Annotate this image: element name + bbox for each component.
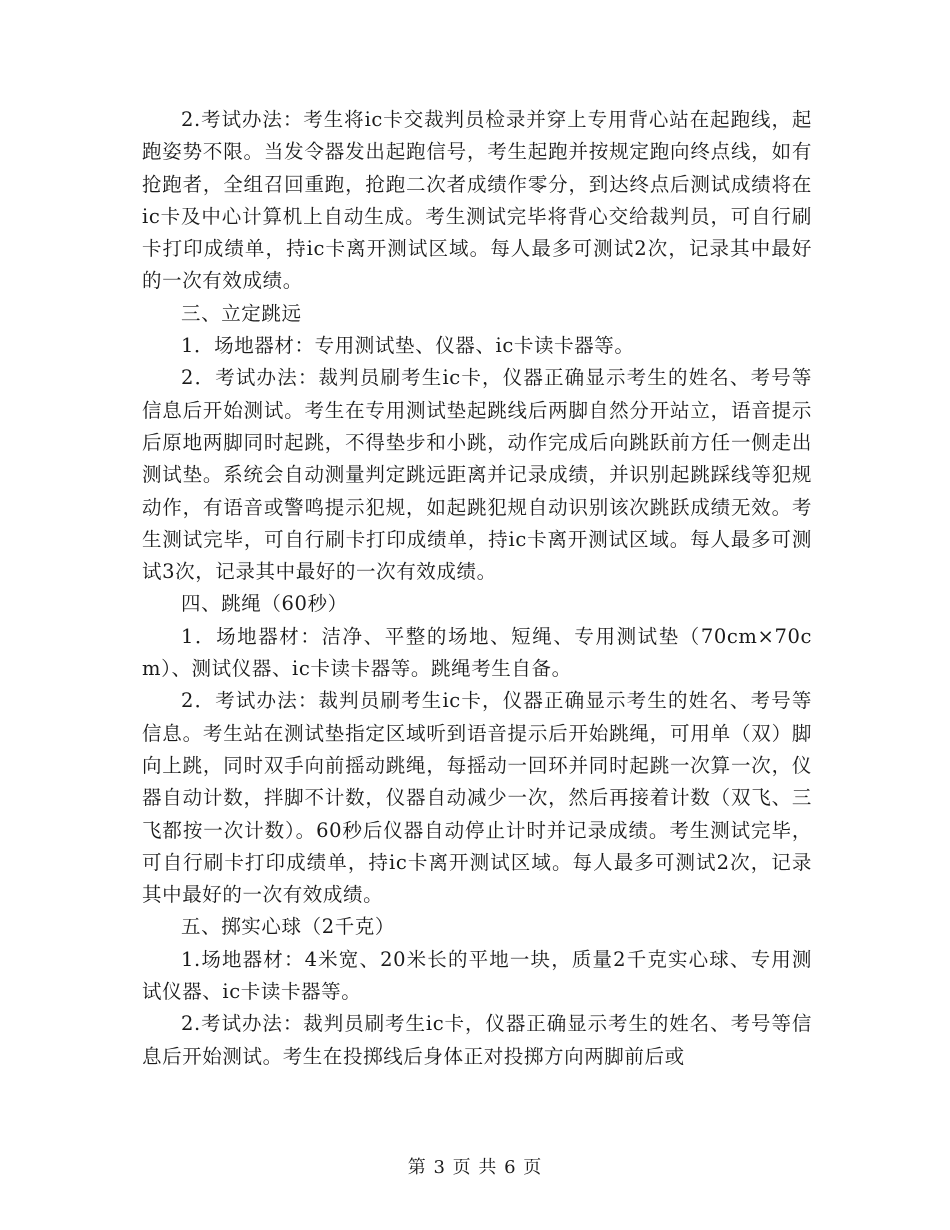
heading-rope-skipping: 四、跳绳（60秒） bbox=[181, 592, 348, 616]
page-number-footer: 第 3 页 共 6 页 bbox=[407, 1157, 543, 1178]
paragraph-medicine-ball-equipment: 1.场地器材：4米宽、20米长的平地一块，质量2千克实心球、专用测试仪器、ic卡读卡器等。 bbox=[142, 947, 812, 1004]
document-body bbox=[142, 104, 812, 1073]
paragraph-rope-skipping-equipment: 1．场地器材：洁净、平整的场地、短绳、专用测试垫（70cm×70cm）、测试仪器、ic卡读卡器等。跳绳考生自备。 bbox=[142, 624, 812, 681]
paragraph-rope-skipping-exam-method: 2．考试办法：裁判员刷考生ic卡，仪器正确显示考生的姓名、考号等信息。考生站在测试垫指定区域听到语音提示后开始跳绳，可用单（双）脚向上跳，同时双手向前摇动跳绳，每摇动一回环并同时起跳一次算一次，仪器自动计数，拌脚不计数，仪器自动减少一次，然后再接着计数（双飞、三飞都按一次计数）。60秒后仪器自动停止计时并记录成绩。考生测试完毕，可自行刷卡打印成绩单，持ic卡离开测试区域。每人最多可测试2次，记录其中最好的一次有效成绩。 bbox=[142, 689, 812, 907]
paragraph-medicine-ball-exam-method: 2.考试办法：裁判员刷考生ic卡，仪器正确显示考生的姓名、考号等信息后开始测试。考生在投掷线后身体正对投掷方向两脚前后或 bbox=[142, 1012, 812, 1068]
paragraph-long-jump-exam-method: 2．考试办法：裁判员刷考生ic卡，仪器正确显示考生的姓名、考号等信息后开始测试。考生在专用测试垫起跳线后两脚自然分开站立，语音提示后原地两脚同时起跳，不得垫步和小跳，动作完成后向跳跃前方任一侧走出测试垫。系统会自动测量判定跳远距离并记录成绩，并识别起跳踩线等犯规动作，有语音或警鸣提示犯规，如起跳犯规自动识别该次跳跃成绩无效。考生测试完毕，可自行刷卡打印成绩单，持ic卡离开测试区域。每人最多可测试3次，记录其中最好的一次有效成绩。 bbox=[142, 366, 812, 584]
paragraph-long-jump-equipment: 1．场地器材：专用测试垫、仪器、ic卡读卡器等。 bbox=[181, 334, 635, 358]
heading-standing-long-jump: 三、立定跳远 bbox=[181, 301, 302, 325]
heading-medicine-ball-throw: 五、掷实心球（2千克） bbox=[181, 915, 396, 939]
paragraph-100m-exam-method: 2.考试办法：考生将ic卡交裁判员检录并穿上专用背心站在起跑线，起跑姿势不限。当发令器发出起跑信号，考生起跑并按规定跑向终点线，如有抢跑者，全组召回重跑，抢跑二次者成绩作零分，到达终点后测试成绩将在ic卡及中心计算机上自动生成。考生测试完毕将背心交给裁判员，可自行刷卡打印成绩单，持ic卡离开测试区域。每人最多可测试2次，记录其中最好的一次有效成绩。 bbox=[142, 108, 812, 293]
